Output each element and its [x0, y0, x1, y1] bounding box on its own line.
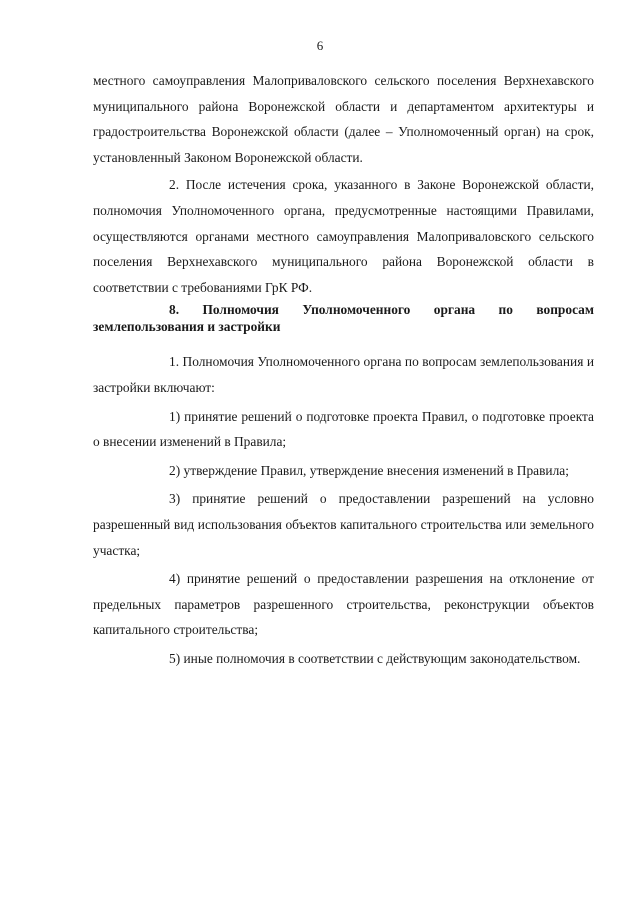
- subitem-1-number: 1): [169, 408, 181, 424]
- subitem-2: [93, 458, 594, 484]
- section-8-number: 8.: [169, 302, 180, 318]
- item-1-number: 1.: [169, 354, 180, 370]
- section-8-title: Полномочия Уполномоченного органа по вопросам землепользования и застройки: [93, 302, 595, 335]
- intro-paragraph: местного самоуправления Малоприваловского сельского поселения Верхнехавского муниципального района Воронежской области и департаментом архитектуры и градостроительства Воронежской области (далее – Уполномоченный орган) на срок, установленный Законом Воронежской области.: [93, 73, 594, 165]
- subitem-5-number: 5): [169, 650, 181, 666]
- subitem-3: [93, 486, 594, 563]
- subitem-1: [93, 404, 594, 455]
- item-2-number: 2.: [169, 177, 180, 193]
- subitem-2-text: утверждение Правил, утверждение внесения изменений в Правила;: [183, 462, 569, 478]
- subitem-1-text: принятие решений о подготовке проекта Правил, о подготовке проекта о внесении изменений в Правила;: [93, 408, 594, 450]
- subitem-4: [93, 566, 594, 643]
- item-1-paragraph: [93, 349, 594, 400]
- subitem-3-number: 3): [169, 491, 181, 507]
- subitem-5-text: иные полномочия в соответствии с действующим законодательством.: [183, 650, 581, 666]
- section-8-heading: [93, 301, 594, 335]
- item-1-text: Полномочия Уполномоченного органа по вопросам землепользования и застройки включают:: [93, 354, 594, 395]
- item-2-paragraph: [93, 172, 594, 300]
- subitem-3-text: принятие решений о предоставлении разрешений на условно разрешенный вид использования объектов капитального строительства или земельного участка;: [93, 491, 594, 558]
- subitem-2-number: 2): [169, 462, 181, 478]
- page-content: [93, 68, 594, 671]
- subitem-4-number: 4): [169, 571, 181, 587]
- subitem-5: [93, 646, 594, 672]
- page-number: 6: [316, 38, 324, 53]
- item-2-text: После истечения срока, указанного в Законе Воронежской области, полномочия Уполномоченного органа, предусмотренные настоящими Правилами, осуществляются органами местного самоуправления Малоприваловского сельского поселения Верхнехавского муниципального района Воронежской области в соответствии с требованиями ГрК РФ.: [93, 177, 594, 295]
- subitem-4-text: принятие решений о предоставлении разрешения на отклонение от предельных параметров разрешенного строительства, реконструкции объектов капитального строительства;: [93, 571, 594, 638]
